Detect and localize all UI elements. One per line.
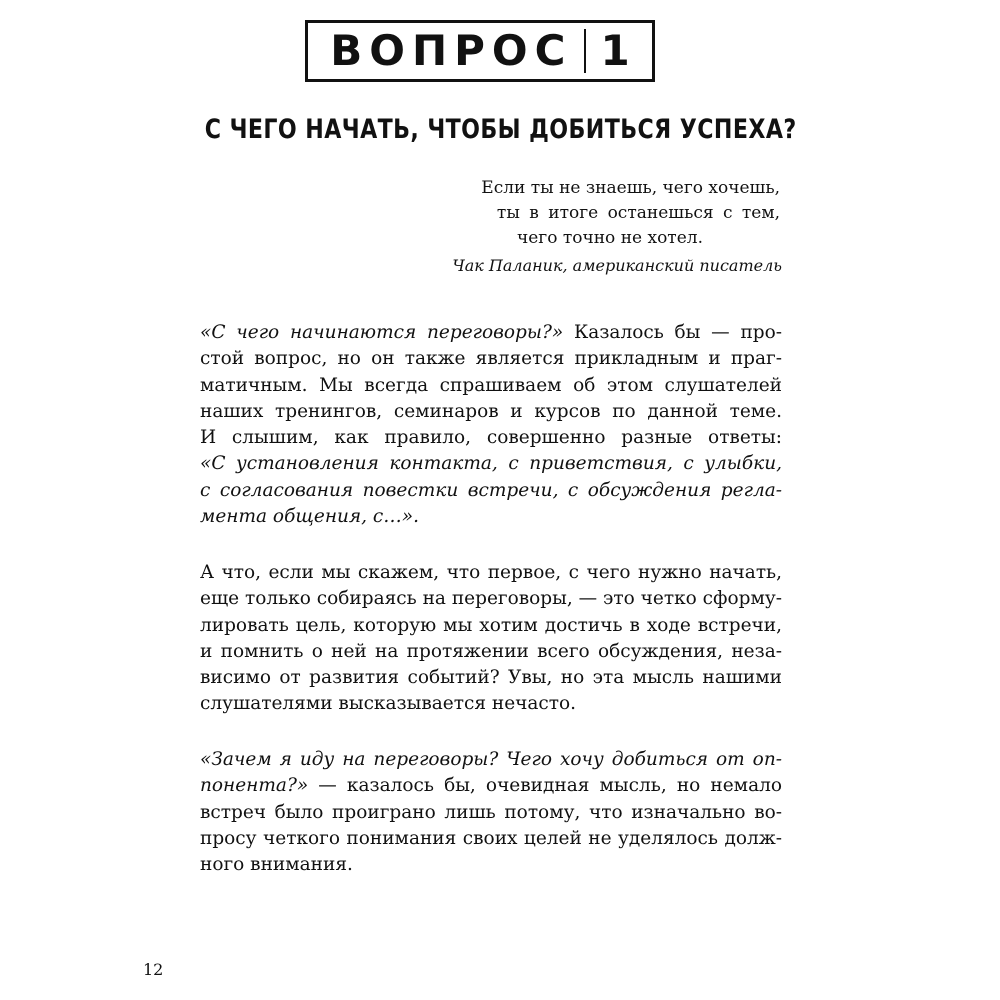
paragraph-1 (200, 320, 782, 530)
paragraph-line: висимо от развития событий? Увы, но эта мысль нашими (200, 667, 782, 689)
paragraph-line: «С установления контакта, с приветствия, с улыбки, (200, 453, 782, 475)
paragraph-line: мента общения, с…». (200, 506, 419, 528)
paragraph-line: с согласования повестки встречи, с обсуждения регла- (200, 479, 782, 501)
page-number: 12 (143, 960, 164, 979)
paragraph-line: просу четкого понимания своих целей не уделялось долж- (200, 827, 782, 849)
chapter-number: 1 (600, 26, 630, 75)
paragraph-line: «Зачем я иду на переговоры? Чего хочу добиться от оп- (200, 749, 782, 770)
epigraph (440, 176, 780, 251)
paragraph-line: А что, если мы скажем, что первое, с чего нужно начать, (200, 562, 782, 583)
paragraph-line: стой вопрос, но он также является прикладным и праг- (200, 348, 782, 370)
paragraph-line: и помнить о ней на протяжении всего обсуждения, неза- (200, 640, 782, 662)
chapter-label-box (305, 20, 655, 82)
italic-quote: понента?» (200, 775, 309, 797)
epigraph-line: ты в итоге останешься с тем, (496, 203, 780, 223)
paragraph-line: встреч было проиграно лишь потому, что изначально во- (200, 801, 782, 823)
paragraph-line (200, 320, 782, 346)
epigraph-line: Если ты не знаешь, чего хочешь, (481, 178, 780, 198)
paragraph-line: матичным. Мы всегда спрашиваем об этом слушателей (200, 374, 782, 396)
chapter-divider (584, 29, 586, 73)
paragraph-2 (200, 560, 782, 718)
paragraph-line (200, 773, 782, 799)
line-text: Казалось бы — про- (563, 322, 782, 343)
line-text: — казалось бы, очевидная мысль, но немало (308, 775, 782, 797)
paragraph-line: еще только собираясь на переговоры, — это четко сформу- (200, 588, 782, 610)
chapter-heading: С ЧЕГО НАЧАТЬ, ЧТОБЫ ДОБИТЬСЯ УСПЕХА? (204, 114, 797, 145)
paragraph-line: наших тренингов, семинаров и курсов по данной теме. (200, 400, 782, 422)
italic-quote: «С чего начинаются переговоры?» (200, 322, 564, 343)
paragraph-line: лировать цель, которую мы хотим достичь в ходе встречи, (200, 614, 782, 636)
paragraph-line: слушателями высказывается нечасто. (200, 693, 577, 715)
paragraph-line: ного внимания. (200, 854, 353, 876)
paragraph-line: И слышим, как правило, совершенно разные ответы: (200, 427, 782, 449)
paragraph-3 (200, 747, 782, 878)
epigraph-author: Чак Паланик, американский писатель (452, 256, 782, 275)
epigraph-line: чего точно не хотел. (517, 228, 703, 248)
chapter-word: ВОПРОС (330, 26, 573, 75)
